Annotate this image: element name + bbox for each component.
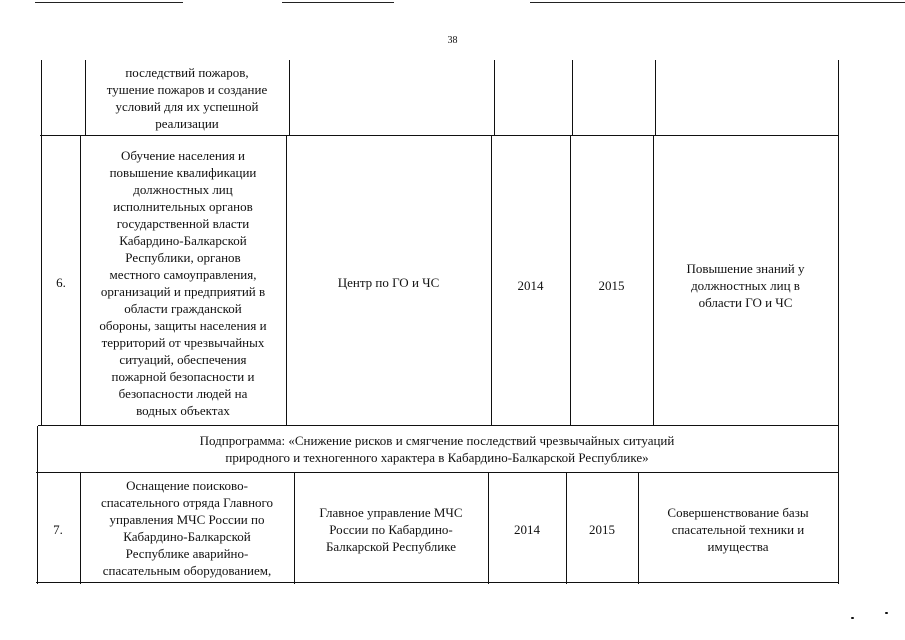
table-cell-end-year: 2015 [589,521,615,537]
table-cell-start-year: 2014 [517,277,544,293]
table-cell-executor: Центр по ГО и ЧС [337,275,440,290]
scan-edge-line [35,2,183,3]
table-cell-result: Повышение знаний у должностных лиц в области ГО и ЧС [686,260,805,310]
table-rule [286,136,287,426]
scan-edge-line [530,2,905,3]
table-cell-result: Совершенствование базы спасательной техники и имущества [667,504,809,554]
table-cell-executor: Главное управление МЧС России по Кабардино- Балкарской Республике [319,504,463,554]
table-rule [36,582,838,583]
table-cell-no [40,65,85,135]
table-rule [36,472,838,473]
table-cell-end-year [572,65,654,135]
table-rule [85,60,86,136]
table-cell-executor [289,65,494,135]
table-rule [80,136,81,426]
scan-speck [885,612,888,614]
table-cell-start-year: 2014 [514,521,540,537]
table-cell-no: 6. [56,275,66,290]
table-rule [572,60,573,136]
table-cell-start-year [494,65,572,135]
table-rule [294,472,295,584]
table-cell-end-year: 2015 [598,277,625,293]
table-rule [491,136,492,426]
page-number: 38 [447,35,458,46]
table-rule [655,60,656,136]
table-cell-measure: Оснащение поисково- спасательного отряда Главного управления МЧС России по Кабардино-Балкарской Республике аварийно- спасательным оборудованием, [100,478,274,578]
scan-speck [851,617,854,619]
table-rule [653,136,654,426]
scan-edge-line [282,2,394,3]
table-rule [40,135,838,136]
table-rule [570,136,571,426]
table-rule [41,60,42,426]
table-cell-result [654,65,836,135]
table-rule [638,472,639,584]
table-rule [566,472,567,584]
table-rule [494,60,495,136]
table-cell-measure: Обучение населения и повышение квалификации должностных лиц исполнительных органов государственной власти Кабардино-Балкарской Республики, органов местного самоуправления, организаций и предприятий в области гражданской обороны, защиты населения и территорий от чрезвычайных ситуаций, обеспечения пожарной безопасности и безопасности людей на водных объектах [99,147,267,418]
table-rule [80,472,81,584]
subprogram-title: Подпрограмма: «Снижение рисков и смягчение последствий чрезвычайных ситуаций природного и техногенного характера в Кабардино-Балкарской Республике» [199,433,675,465]
table-rule [289,60,290,136]
table-cell-measure: последствий пожаров, тушение пожаров и создание условий для их успешной реализации [106,65,268,131]
table-rule [488,472,489,584]
table-rule [37,426,38,584]
table-rule [38,425,838,426]
table-cell-no: 7. [53,521,63,537]
table-rule [838,60,839,584]
